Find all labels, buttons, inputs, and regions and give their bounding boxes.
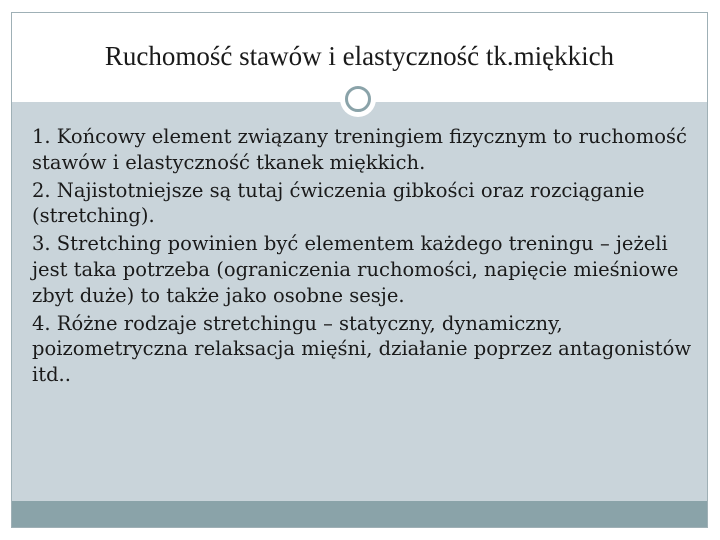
list-item: 2. Najistotniejsze są tutaj ćwiczenia gibkości oraz rozciąganie (stretching). (32, 178, 645, 228)
list-item: 3. Stretching powinien być elementem każdego treningu – jeżeli jest taka potrzeba (ograniczenia ruchomości, napięcie mieśniowe zbyt duże) to także jako osobne sesje. (32, 232, 679, 307)
footer-bar (12, 501, 707, 527)
slide-title: Ruchomość stawów i elastyczność tk.miękkich (104, 41, 615, 71)
circle-ornament-icon (340, 81, 376, 117)
slide (11, 12, 708, 528)
bullet-list (32, 124, 692, 390)
list-item: 1. Końcowy element związany treningiem fizycznym to ruchomość stawów i elastyczność tkanek miękkich. (32, 125, 687, 174)
list-item: 4. Różne rodzaje stretchingu – statyczny, dynamiczny, poizometryczna relaksacja mięśni, działanie poprzez antagonistów itd.. (32, 311, 692, 387)
